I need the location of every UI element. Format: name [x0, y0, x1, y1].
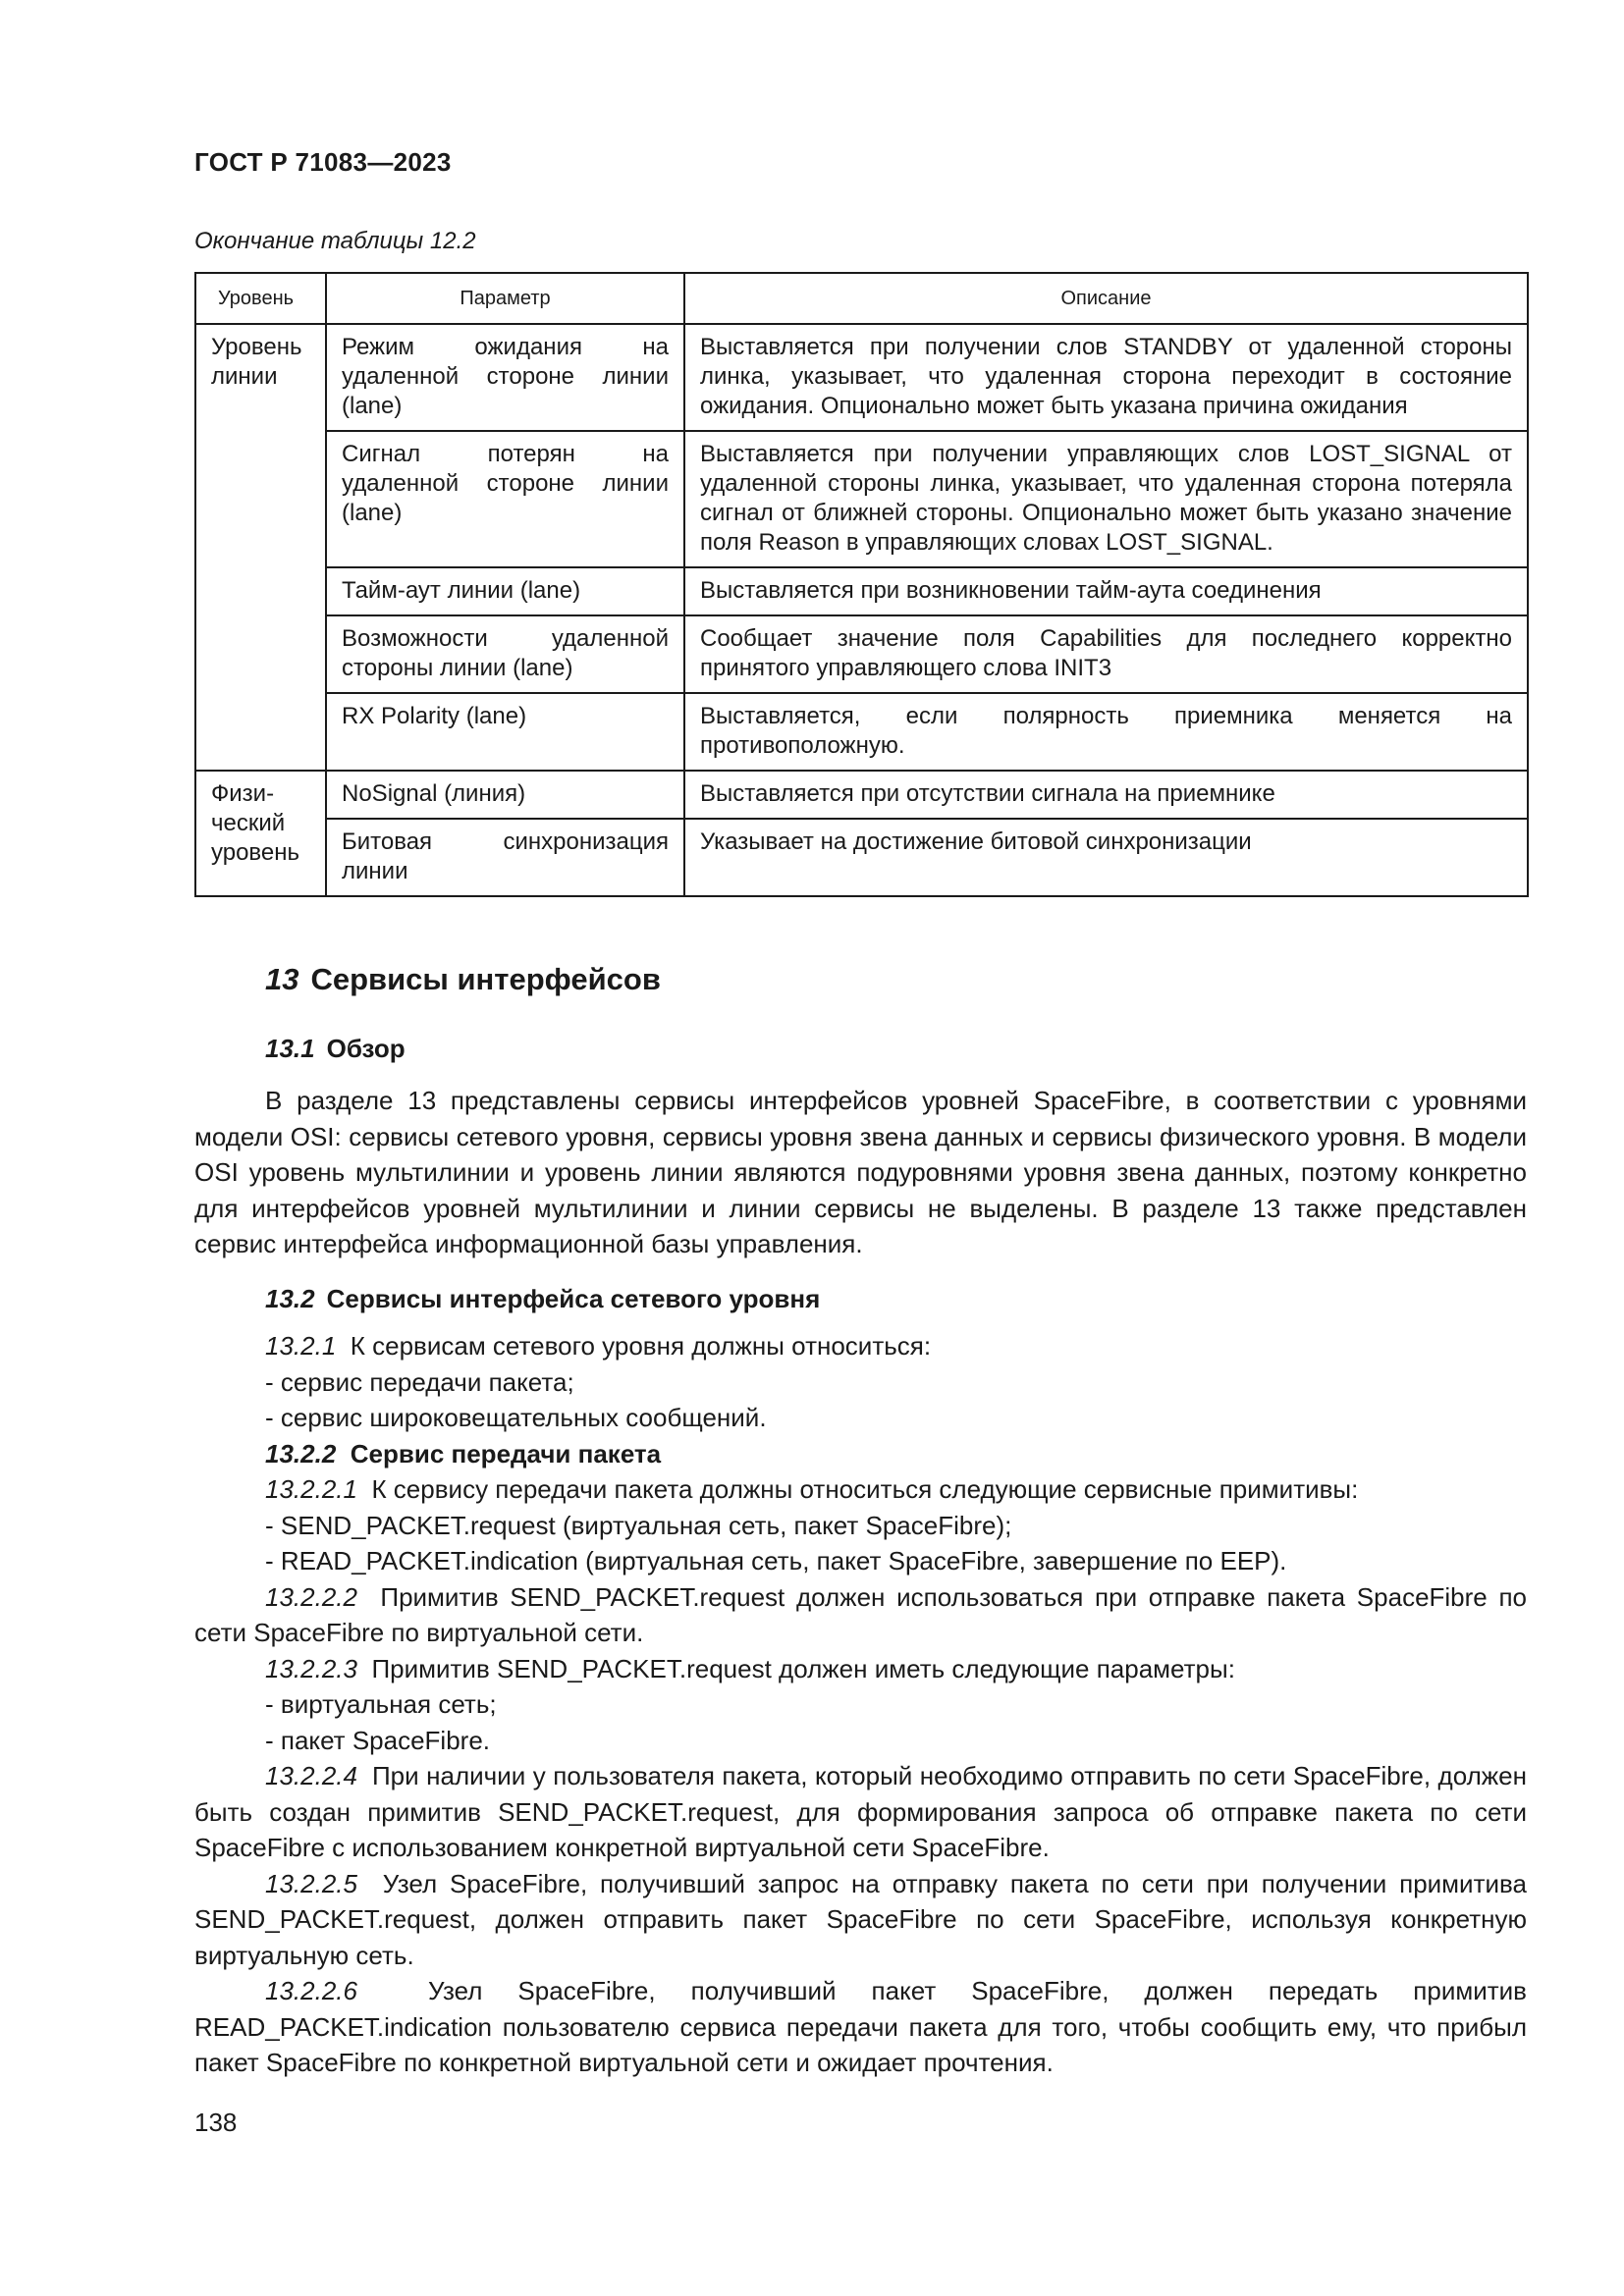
paragraph-13-2-2-4: 13.2.2.4 При наличии у пользователя пакета, который необходимо отправить по сети SpaceFibre, должен быть создан примитив SEND_PACKET.request, для формирования запроса об отправке пакета по сети SpaceFibre с использованием конкретной виртуальной сети SpaceFibre. [194, 1761, 1527, 1862]
section-13-heading [265, 962, 661, 997]
paragraph-13-2-1: 13.2.1 К сервисам сетевого уровня должны относиться: [265, 1331, 932, 1361]
paragraph-13-2-2-6: 13.2.2.6 Узел SpaceFibre, получивший пакет SpaceFibre, должен передать примитив READ_PACKET.indication пользователю сервиса передачи пакета для того, чтобы сообщить ему, что прибыл пакет SpaceFibre по конкретной виртуальной сети и ожидает прочтения. [194, 1976, 1527, 2077]
standard-header: ГОСТ Р 71083—2023 [194, 147, 452, 177]
list-item: - сервис широковещательных сообщений. [265, 1403, 767, 1432]
parameter-cell: Возможности удаленной стороны линии (lane) [326, 615, 684, 693]
page-number: 138 [194, 2108, 238, 2137]
table-row [195, 431, 1528, 567]
table-row [195, 324, 1528, 431]
description-cell: Выставляется при отсутствии сигнала на приемнике [684, 771, 1528, 819]
parameter-cell: NoSignal (линия) [326, 771, 684, 819]
parameter-cell: RX Polarity (lane) [326, 693, 684, 771]
subsection-number: 13.1 [265, 1034, 315, 1063]
section-title: Сервисы интерфейсов [310, 962, 661, 996]
parameter-cell: Сигнал потерян на удаленной стороне линии (lane) [326, 431, 684, 567]
column-header-level: Уровень [195, 273, 326, 324]
column-header-parameter: Параметр [326, 273, 684, 324]
list-item: - виртуальная сеть; [265, 1689, 497, 1719]
subsection-title: Сервисы интерфейса сетевого уровня [326, 1284, 821, 1313]
intro-paragraph: В разделе 13 представлены сервисы интерфейсов уровней SpaceFibre, в соответствии с уровнями модели OSI: сервисы сетевого уровня, сервисы уровня звена данных и сервисы физического уровня. В модели OSI уровень мультилинии и уровень линии являются подуровнями уровня звена данных, поэтому конкретно для интерфейсов уровней мультилинии и линии сервисы не выделены. В разделе 13 также представлен сервис интерфейса информационной базы управления. [194, 1086, 1527, 1258]
subsection-13-2-heading [265, 1284, 820, 1314]
level-cell: Физи-ческий уровень [195, 771, 326, 896]
table-header-row [195, 273, 1528, 324]
list-item: - READ_PACKET.indication (виртуальная сеть, пакет SpaceFibre, завершение по EEP). [265, 1546, 1287, 1575]
intro-paragraph-block [194, 1083, 1527, 1262]
description-cell: Выставляется при получении слов STANDBY от удаленной стороны линка, указывает, что удаленная сторона переходит в состояние ожидания. Опционально может быть указана причина ожидания [684, 324, 1528, 431]
description-cell: Указывает на достижение битовой синхронизации [684, 819, 1528, 896]
description-cell: Выставляется при возникновении тайм-аута соединения [684, 567, 1528, 615]
subsection-13-1-heading [265, 1034, 406, 1064]
table-row [195, 771, 1528, 819]
description-cell: Выставляется при получении управляющих слов LOST_SIGNAL от удаленной стороны линка, указывает, что удаленная сторона потеряла сигнал от ближней стороны. Опционально может быть указано значение поля Reason в управляющих словах LOST_SIGNAL. [684, 431, 1528, 567]
paragraph-13-2-2-3: 13.2.2.3 Примитив SEND_PACKET.request должен иметь следующие параметры: [265, 1653, 1235, 1683]
paragraph-13-2-2-1: 13.2.2.1 К сервису передачи пакета должны относиться следующие сервисные примитивы: [265, 1474, 1359, 1504]
level-cell: Уровень линии [195, 324, 326, 771]
description-cell: Выставляется, если полярность приемника меняется на противоположную. [684, 693, 1528, 771]
description-cell: Сообщает значение поля Capabilities для последнего корректно принятого управляющего слова INIT3 [684, 615, 1528, 693]
table-row [195, 819, 1528, 896]
list-item: - SEND_PACKET.request (виртуальная сеть, пакет SpaceFibre); [265, 1510, 1012, 1540]
table-caption: Окончание таблицы 12.2 [194, 228, 476, 254]
list-item: - сервис передачи пакета; [265, 1366, 574, 1397]
paragraph-13-2-2-2: 13.2.2.2 Примитив SEND_PACKET.request должен использоваться при отправке пакета SpaceFibre по сети SpaceFibre по виртуальной сети. [194, 1581, 1528, 1647]
parameters-table [194, 272, 1529, 897]
subsection-13-2-2-heading: 13.2.2 Сервис передачи пакета [265, 1438, 662, 1468]
subsection-number: 13.2 [265, 1284, 315, 1313]
list-item: - пакет SpaceFibre. [265, 1725, 490, 1755]
column-header-description: Описание [684, 273, 1528, 324]
parameter-cell: Режим ожидания на удаленной стороне линии (lane) [326, 324, 684, 431]
section-13-2-body [194, 1328, 1527, 2081]
paragraph-13-2-2-5: 13.2.2.5 Узел SpaceFibre, получивший запрос на отправку пакета по сети при получении примитива SEND_PACKET.request, должен отправить пакет SpaceFibre по сети SpaceFibre, используя конкретную виртуальную сеть. [194, 1868, 1527, 1970]
parameter-cell: Битовая синхронизация линии [326, 819, 684, 896]
parameter-cell: Тайм-аут линии (lane) [326, 567, 684, 615]
table-row [195, 615, 1528, 693]
section-number: 13 [265, 962, 299, 996]
table-row [195, 567, 1528, 615]
table-row [195, 693, 1528, 771]
subsection-title: Обзор [326, 1034, 406, 1063]
